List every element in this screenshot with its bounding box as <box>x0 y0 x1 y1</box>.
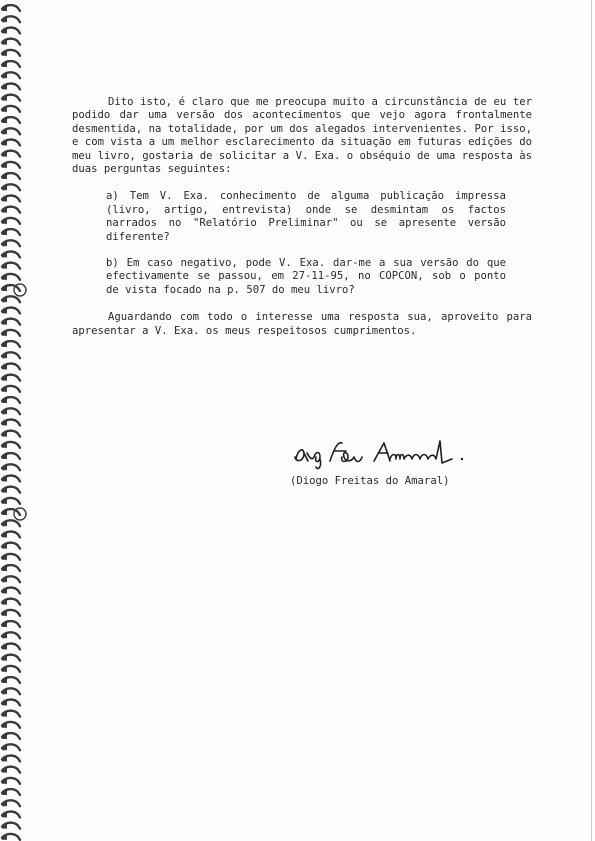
binding-loop <box>2 543 20 549</box>
binding-loop <box>2 767 20 773</box>
binding-loop <box>2 16 20 22</box>
binding-loop <box>2 834 20 840</box>
binding-loop <box>2 778 20 784</box>
binding-loop <box>2 162 20 168</box>
binding-loop <box>2 431 20 437</box>
binding-loop <box>2 50 20 56</box>
binding-loop <box>2 274 20 280</box>
binding-loop <box>2 554 20 560</box>
binding-loop <box>2 420 20 426</box>
binding-loop <box>2 700 20 706</box>
binding-loop <box>2 576 20 582</box>
binding-loop <box>2 308 20 314</box>
binding-loop <box>2 498 20 504</box>
binding-loop <box>2 733 20 739</box>
binding-loop <box>2 117 20 123</box>
binding-loop <box>2 644 20 650</box>
handwritten-signature-icon <box>290 437 490 471</box>
binding-loop <box>2 106 20 112</box>
binding-loop <box>2 252 20 258</box>
binding-loop <box>2 319 20 325</box>
binding-loop <box>2 789 20 795</box>
question-a: a) Tem V. Exa. conhecimento de alguma publicação impressa (livro, artigo, entrevista) onde se desmintam os factos narrados no "Relatório Preliminar" ou se apresente versão diferente? <box>106 190 506 243</box>
spiral-binding-icon <box>0 0 28 841</box>
binding-loop <box>2 800 20 806</box>
binding-loop <box>2 240 20 246</box>
binding-loop <box>2 84 20 90</box>
binding-loop <box>2 487 20 493</box>
binding-loop <box>2 711 20 717</box>
binding-loop <box>2 364 20 370</box>
binding-loop <box>2 341 20 347</box>
binding-loop <box>2 722 20 728</box>
binding-loop <box>2 632 20 638</box>
binding-loop <box>2 330 20 336</box>
binding-loop <box>2 39 20 45</box>
binding-loop <box>2 532 20 538</box>
binding-loop <box>2 151 20 157</box>
binding-loop <box>2 688 20 694</box>
question-list <box>106 190 506 297</box>
question-b: b) Em caso negativo, pode V. Exa. dar-me a sua versão do que efectivamente se passou, em 27-11-95, no COPCON, sob o ponto de vista focado na p. 507 do meu livro? <box>106 257 506 296</box>
binding-loop <box>2 95 20 101</box>
binding-loop <box>2 823 20 829</box>
binding-loop <box>2 464 20 470</box>
binding-loop <box>2 666 20 672</box>
binding-loop <box>2 509 20 515</box>
binding-loop <box>2 28 20 34</box>
binding-loop <box>2 565 20 571</box>
letter-body <box>72 96 532 338</box>
binding-loop <box>2 128 20 134</box>
binding-loop <box>2 218 20 224</box>
binding-loop <box>2 263 20 269</box>
binding-loop <box>2 285 20 291</box>
binding-loop <box>2 442 20 448</box>
binding-loop <box>2 621 20 627</box>
binding-loop <box>2 296 20 302</box>
binding-loop <box>2 655 20 661</box>
binding-loop <box>2 61 20 67</box>
binding-loop <box>2 599 20 605</box>
binding-loop <box>2 184 20 190</box>
binding-loop <box>2 386 20 392</box>
binding-loop <box>2 588 20 594</box>
binding-loop <box>2 72 20 78</box>
binding-loop <box>2 229 20 235</box>
binding-loop <box>2 677 20 683</box>
closing-paragraph: Aguardando com todo o interesse uma resposta sua, aproveito para apresentar a V. Exa. os meus respeitosos cumprimentos. <box>72 311 532 337</box>
signature-name: (Diogo Freitas do Amaral) <box>290 475 450 487</box>
binding-loop <box>2 352 20 358</box>
binding-loop <box>2 756 20 762</box>
binding-loop <box>2 408 20 414</box>
intro-paragraph: Dito isto, é claro que me preocupa muito a circunstância de eu ter podido dar uma versão dos acontecimentos que vejo agora frontalmente desmentida, na totalidade, por um dos alegados intervenientes. Por isso, e com vista a um melhor esclarecimento da situação em futuras edições do meu livro, gostaria de solicitar a V. Exa. o obséquio de uma resposta às duas perguntas seguintes: <box>72 96 532 176</box>
binding-loop <box>2 207 20 213</box>
binding-loop <box>2 520 20 526</box>
binding-loop <box>2 140 20 146</box>
binding-loop <box>2 812 20 818</box>
binding-loop <box>2 397 20 403</box>
binding-loop <box>2 196 20 202</box>
binding-loop <box>2 5 20 11</box>
binding-loop <box>2 173 20 179</box>
binding-loop <box>2 476 20 482</box>
binding-loop <box>2 744 20 750</box>
binding-loop <box>2 453 20 459</box>
binding-loop <box>2 610 20 616</box>
binding-loop <box>2 375 20 381</box>
page-edge <box>591 0 592 841</box>
